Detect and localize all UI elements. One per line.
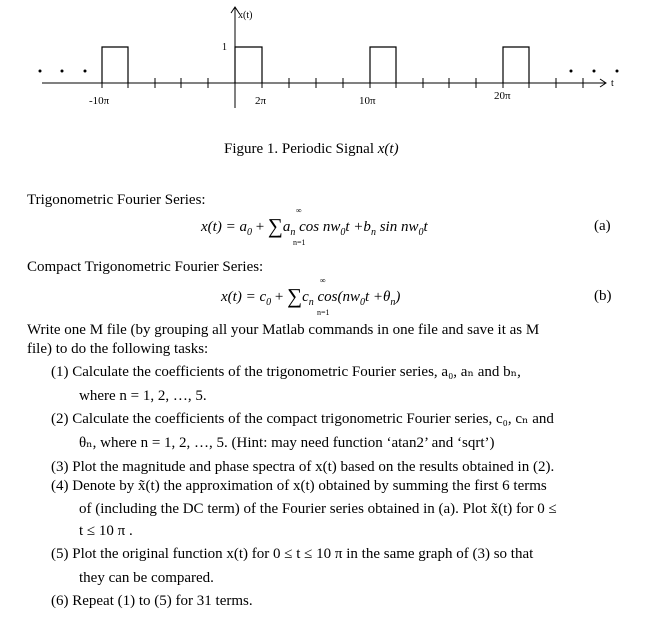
sum-lower-limit-b: n=1 <box>317 308 330 317</box>
trig-series-heading: Trigonometric Fourier Series: <box>27 192 206 208</box>
pulse-3 <box>370 47 396 83</box>
continuation-dots-left <box>39 70 87 73</box>
t-axis-label: t <box>611 78 614 89</box>
compact-series-heading: Compact Trigonometric Fourier Series: <box>27 259 264 275</box>
eq-b-sub0: 0 <box>266 297 272 308</box>
task-5-line-2: they can be compared. <box>79 570 214 586</box>
pulse-1 <box>102 47 128 83</box>
periodic-signal-figure <box>0 0 672 130</box>
tick-label-neg10pi: -10π <box>89 95 110 107</box>
task-5-line-1: (5) Plot the original function x(t) for 0 ≤ t ≤ 10 π in the same graph of (3) so that <box>51 546 534 562</box>
task-2-line-1: (2) Calculate the coefficients of the compact trigonometric Fourier series, c₀, cₙ and <box>51 411 554 427</box>
trig-series-equation <box>201 212 428 238</box>
task-4-line-1: (4) Denote by x̃(t) the approximation of x(t) obtained by summing the first 6 terms <box>51 478 547 494</box>
task-1-line-2: where n = 1, 2, …, 5. <box>79 388 207 404</box>
equation-number-b: (b) <box>594 288 612 304</box>
task-4-line-2: of (including the DC term) of the Fourier series obtained in (a). Plot x̃(t) for 0 ≤ <box>79 501 557 517</box>
sum-sign-b: ∑ <box>287 284 303 308</box>
sum-upper-limit-a: ∞ <box>296 206 302 215</box>
task-2-line-2: θₙ, where n = 1, 2, …, 5. (Hint: may need function ‘atan2’ and ‘sqrt’) <box>79 435 495 451</box>
eq-a-subo2: 0 <box>418 227 424 238</box>
eq-b-tail: ) <box>395 289 401 305</box>
intro-line-2: file) to do the following tasks: <box>27 341 209 357</box>
compact-series-equation <box>221 282 400 308</box>
eq-a-subn: n <box>290 227 296 238</box>
eq-a-cos: cos nw <box>295 219 341 235</box>
pulse-4 <box>503 47 529 83</box>
eq-a-sub0: 0 <box>246 227 252 238</box>
pulse-2 <box>235 47 262 83</box>
eq-a-term: a <box>282 219 291 235</box>
task-1-line-1: (1) Calculate the coefficients of the trigonometric Fourier series, a₀, aₙ and bₙ, <box>51 364 521 380</box>
eq-b-cos: cos(nw <box>313 289 360 305</box>
eq-a-subn2: n <box>370 227 376 238</box>
sum-lower-limit-a: n=1 <box>293 238 306 247</box>
eq-b-mid: t +θ <box>364 289 391 305</box>
eq-b-subo: 0 <box>359 297 365 308</box>
intro-line-1: Write one M file (by grouping all your Matlab commands in one file and save it as M <box>27 322 540 338</box>
tick-label-2pi: 2π <box>255 95 267 107</box>
sum-upper-limit-b: ∞ <box>320 276 326 285</box>
eq-b-term: c <box>302 289 309 305</box>
eq-a-tail: t <box>423 219 428 235</box>
tick-label-20pi: 20π <box>494 90 511 102</box>
sum-sign-a: ∑ <box>267 214 283 238</box>
caption-prefix: Figure 1. Periodic Signal <box>224 141 378 157</box>
task-3: (3) Plot the magnitude and phase spectra of x(t) based on the results obtained in (2). <box>51 459 555 475</box>
task-6: (6) Repeat (1) to (5) for 31 terms. <box>51 593 253 609</box>
equation-number-a: (a) <box>594 218 611 234</box>
task-4-line-3: t ≤ 10 π . <box>79 523 133 539</box>
eq-a-lhs: x(t) = a <box>201 219 247 235</box>
tick-label-10pi: 10π <box>359 95 376 107</box>
caption-var: x(t) <box>377 141 399 157</box>
eq-a-mid: t +b <box>345 219 371 235</box>
x-axis-label: x(t) <box>238 10 253 21</box>
figure-caption <box>224 140 399 158</box>
eq-a-subo1: 0 <box>340 227 346 238</box>
y-tick-label: 1 <box>222 42 227 53</box>
eq-b-subn: n <box>308 297 314 308</box>
eq-b-plus: + <box>271 289 288 305</box>
eq-a-plus: + <box>251 219 268 235</box>
continuation-dots-right <box>570 70 619 73</box>
eq-b-subn2: n <box>390 297 396 308</box>
eq-b-lhs: x(t) = c <box>221 289 267 305</box>
eq-a-sin: sin nw <box>375 219 419 235</box>
